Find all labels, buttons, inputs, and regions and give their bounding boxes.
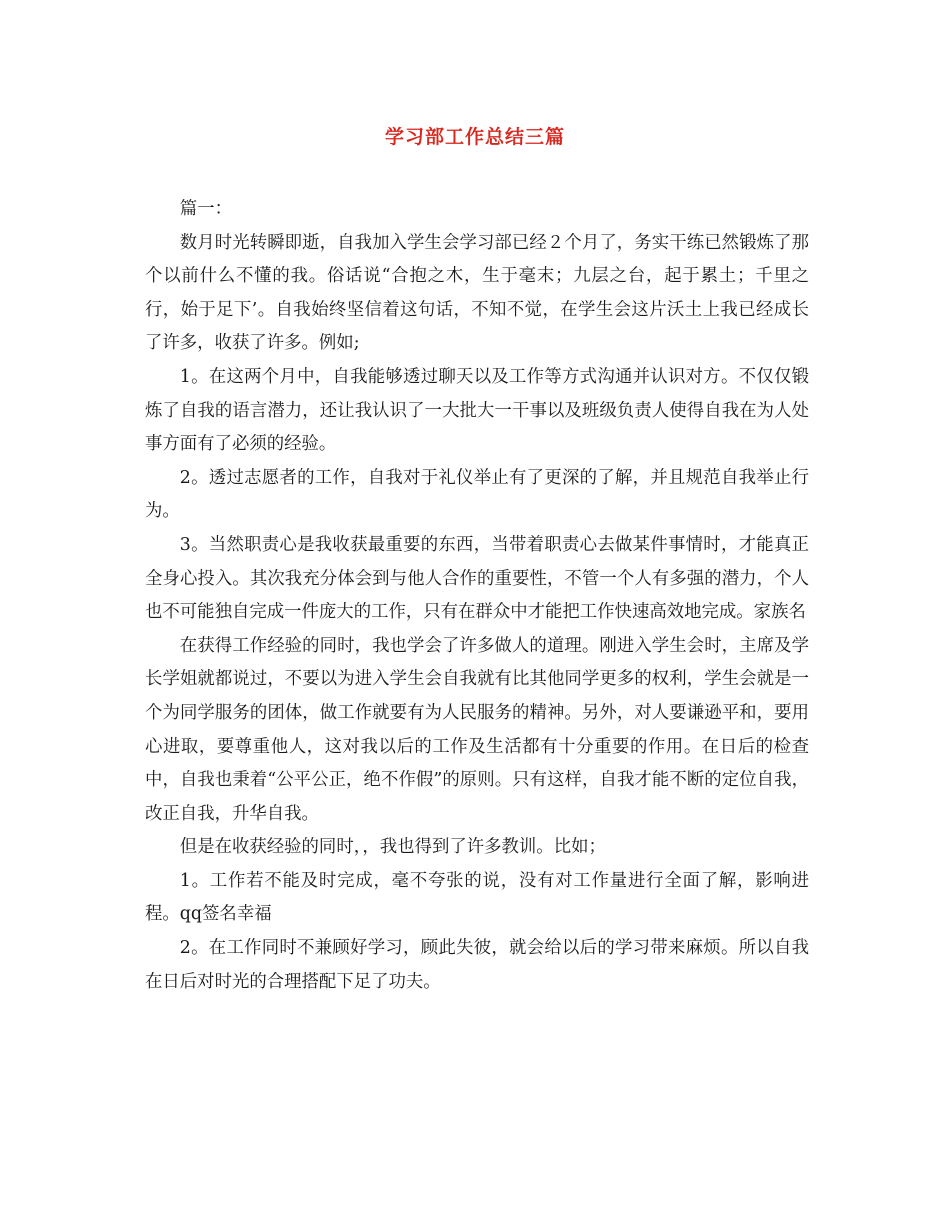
paragraph: 1。在这两个月中，自我能够透过聊天以及工作等方式沟通并认识对方。不仅仅锻炼了自我的语言潜力，还让我认识了一大批大一干事以及班级负责人使得自我在为人处事方面有了必须的经验。 xyxy=(145,366,809,455)
paragraph: 但是在收获经验的同时，，我也得到了许多教训。比如； xyxy=(179,837,606,858)
paragraph: 2。透过志愿者的工作，自我对于礼仪举止有了更深的了解，并且规范自我举止行为。 xyxy=(145,467,809,522)
paragraph: 1。工作若不能及时完成，毫不夸张的说，没有对工作量进行全面了解，影响进程。qq签名幸福 xyxy=(145,870,809,925)
paragraph: 数月时光转瞬即逝，自我加入学生会学习部已经２个月了，务实干练已然锻炼了那个以前什么不懂的我。俗话说“合抱之木，生于毫末；九层之台，起于累土；千里之行，始于足下’。自我始终坚信着这句话，不知不觉，在学生会这片沃土上我已经成长了许多，收获了许多。例如; xyxy=(145,232,809,354)
document-title: 学习部工作总结三篇 xyxy=(384,126,565,148)
document-body xyxy=(145,193,809,999)
paragraph: 2。在工作同时不兼顾好学习，顾此失彼，就会给以后的学习带来麻烦。所以自我在日后对时光的合理搭配下足了功夫。 xyxy=(145,938,809,992)
paragraph: 3。当然职责心是我收获最重要的东西，当带着职责心去做某件事情时，才能真正全身心投入。其次我充分体会到与他人合作的重要性，不管一个人有多强的潜力，个人也不可能独自完成一件庞大的工作，只有在群众中才能把工作快速高效地完成。家族名 xyxy=(145,534,809,623)
paragraph: 在获得工作经验的同时，我也学会了许多做人的道理。刚进入学生会时，主席及学长学姐就都说过，不要以为进入学生会自我就有比其他同学更多的权利，学生会就是一个为同学服务的团体，做工作就要有为人民服务的精神。另外，对人要谦逊平和，要用心进取，要尊重他人，这对我以后的工作及生活都有十分重要的作用。在日后的检查中，自我也秉着“公平公正，绝不作假”的原则。只有这样，自我才能不断的定位自我，改正自我，升华自我。 xyxy=(145,635,809,824)
section-heading: 篇一： xyxy=(179,199,232,219)
